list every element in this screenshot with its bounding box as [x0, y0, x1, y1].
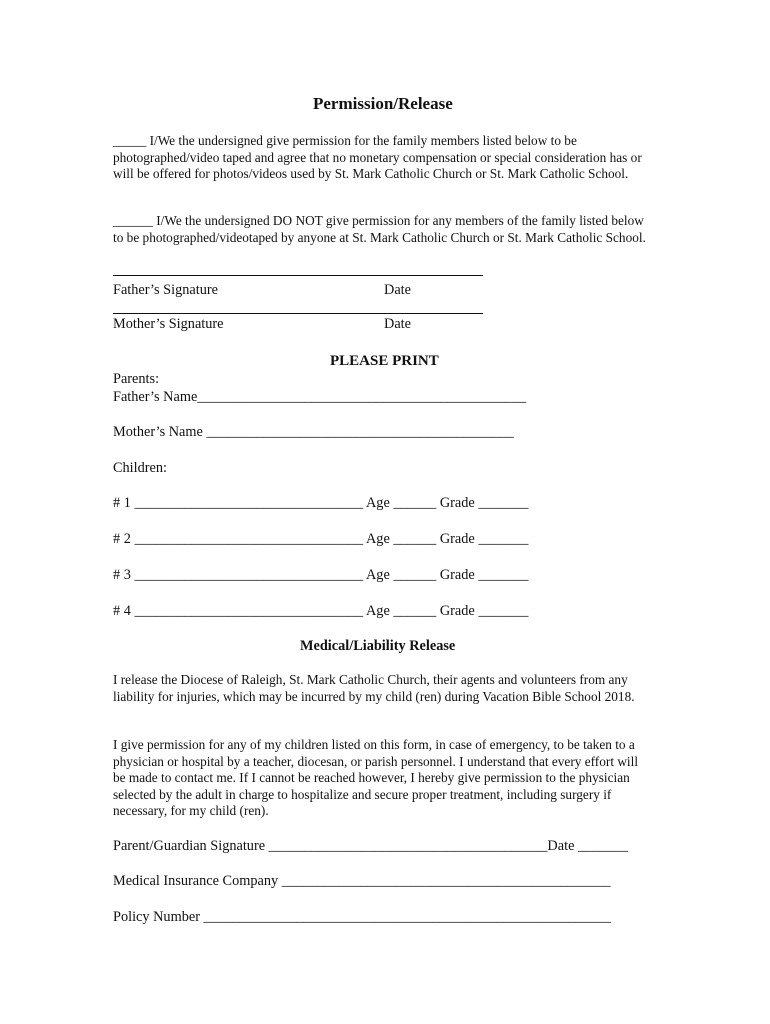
father-date-label: Date — [384, 282, 411, 298]
mother-date-label: Date — [384, 316, 411, 332]
child-row-2[interactable]: # 2 ________________________________ Age ______ Grade _______ — [113, 531, 529, 547]
mother-name-field[interactable]: Mother’s Name ___________________________________________ — [113, 424, 514, 440]
liability-release-paragraph: I release the Diocese of Raleigh, St. Mark Catholic Church, their agents and volunteers from any liability for injuries, which may be incurred by my child (ren) during Vacation Bible School 2018. — [113, 672, 635, 704]
parents-heading: Parents: — [113, 371, 160, 387]
medical-heading: Medical/Liability Release — [300, 638, 456, 654]
child-row-1[interactable]: # 1 ________________________________ Age ______ Grade _______ — [113, 495, 529, 511]
mother-signature-line[interactable] — [113, 313, 483, 314]
children-heading: Children: — [113, 460, 168, 476]
permission-no-paragraph: ______ I/We the undersigned DO NOT give permission for any members of the family listed below to be photographed/videotaped by anyone at St. Mark Catholic Church or St. Mark Catholic School. — [113, 213, 646, 245]
father-name-field[interactable]: Father’s Name______________________________________________ — [113, 389, 527, 405]
insurance-company-field[interactable]: Medical Insurance Company ______________________________________________ — [113, 873, 611, 889]
please-print-heading: PLEASE PRINT — [330, 353, 439, 369]
policy-number-field[interactable]: Policy Number _________________________________________________________ — [113, 909, 611, 925]
permission-yes-paragraph: _____ I/We the undersigned give permission for the family members listed below to be photographed/video taped and agree that no monetary compensation or special consideration has or will be offered for photos/videos used by St. Mark Catholic Church or St. Mark Catholic School. — [113, 133, 642, 181]
father-signature-label: Father’s Signature — [113, 282, 218, 298]
father-signature-line[interactable] — [113, 275, 483, 276]
mother-signature-label: Mother’s Signature — [113, 316, 224, 332]
page-title: Permission/Release — [313, 94, 453, 113]
child-row-3[interactable]: # 3 ________________________________ Age ______ Grade _______ — [113, 567, 529, 583]
child-row-4[interactable]: # 4 ________________________________ Age ______ Grade _______ — [113, 603, 529, 619]
emergency-permission-paragraph: I give permission for any of my children listed on this form, in case of emergency, to be taken to a physician or hospital by a teacher, diocesan, or parish personnel. I understand that every effort will be made to contact me. If I cannot be reached however, I hereby give permission to the physician selected by the adult in charge to hospitalize and secure proper treatment, including surgery if necessary, for my child (ren). — [113, 737, 639, 818]
guardian-signature-field[interactable]: Parent/Guardian Signature _______________________________________Date _______ — [113, 838, 629, 854]
